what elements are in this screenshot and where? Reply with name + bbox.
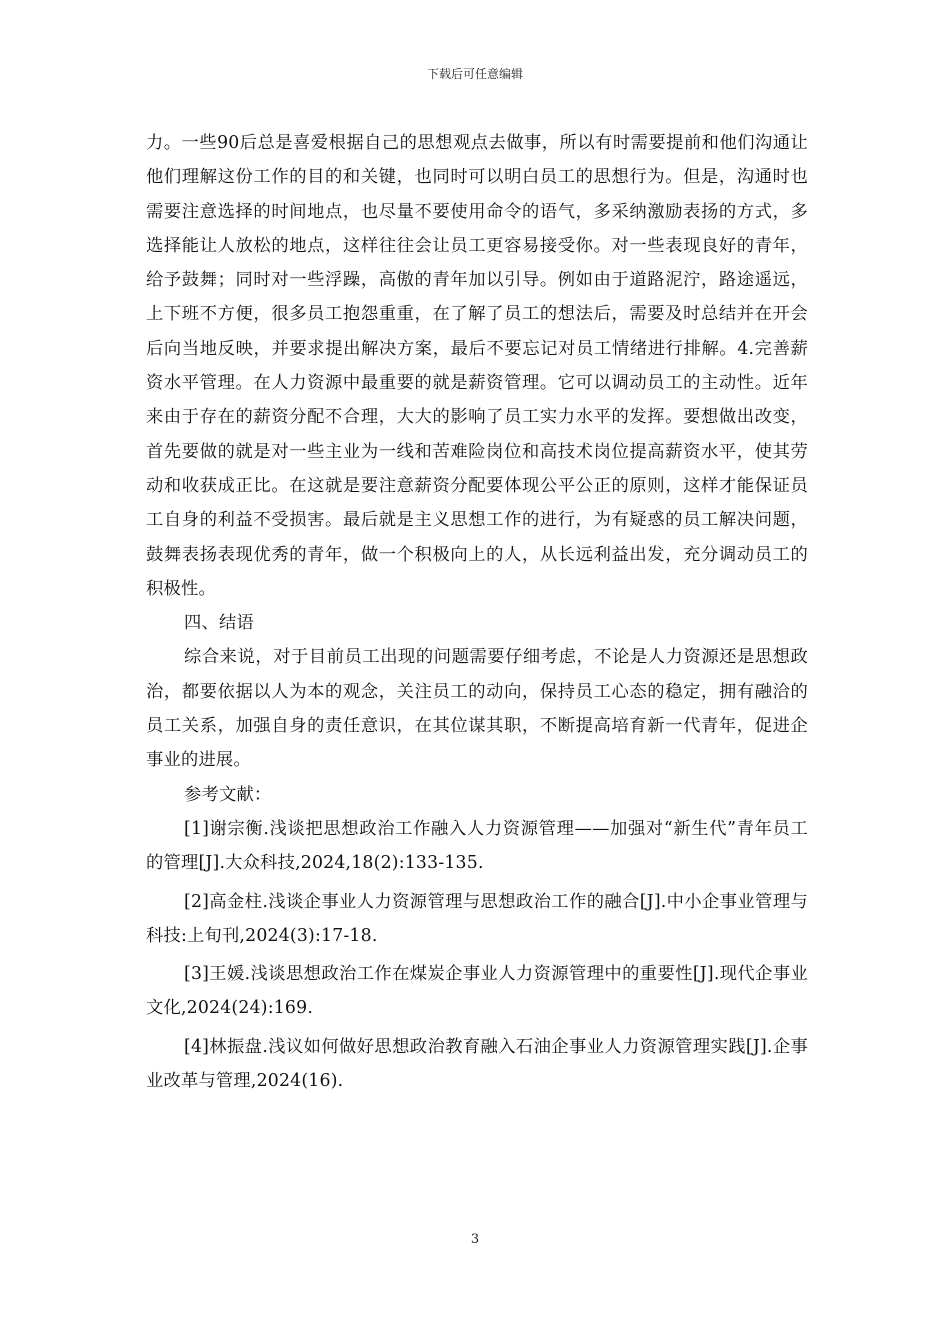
page-number: 3 (470, 1232, 480, 1247)
document-body (146, 126, 808, 1102)
page-header: 下载后可任意编辑 (426, 67, 523, 81)
references-heading: 参考文献： (184, 784, 272, 805)
reference-item-3: [3]王媛.浅谈思想政治工作在煤炭企事业人力资源管理中的重要性[J].现代企事业文化,2024(24):169. (146, 964, 808, 1019)
reference-item-4: [4]林振盘.浅议如何做好思想政治教育融入石油企事业人力资源管理实践[J].企事业改革与管理,2024(16). (146, 1036, 808, 1092)
reference-item-1: [1]谢宗衡.浅谈把思想政治工作融入人力资源管理——加强对“新生代”青年员工的管理[J].大众科技,2024,18(2):133-135. (146, 818, 808, 874)
body-paragraph: 力。一些90后总是喜爱根据自己的思想观点去做事，所以有时需要提前和他们沟通让他们理解这份工作的目的和关键，也同时可以明白员工的思想行为。但是，沟通时也需要注意选择的时间地点，也尽量不要使用命令的语气，多采纳激励表扬的方式，多选择能让人放松的地点，这样往往会让员工更容易接受你。对一些表现良好的青年，给予鼓舞；同时对一些浮躁，高傲的青年加以引导。例如由于道路泥泞，路途遥远，上下班不方便，很多员工抱怨重重，在了解了员工的想法后，需要及时总结并在开会后向当地反映，并要求提出解决方案，最后不要忘记对员工情绪进行排解。4.完善薪资水平管理。在人力资源中最重要的就是薪资管理。它可以调动员工的主动性。近年来由于存在的薪资分配不合理，大大的影响了员工实力水平的发挥。要想做出改变，首先要做的就是对一些主业为一线和苦难险岗位和高技术岗位提高薪资水平，使其劳动和收获成正比。在这就是要注意薪资分配要体现公平公正的原则，这样才能保证员工自身的利益不受损害。最后就是主义思想工作的进行，为有疑惑的员工解决问题，鼓舞表扬表现优秀的青年，做一个积极向上的人，从长远利益出发，充分调动员工的积极性。 (146, 133, 808, 599)
reference-item-2: [2]高金柱.浅谈企事业人力资源管理与思想政治工作的融合[J].中小企事业管理与科技:上旬刊,2024(3):17-18. (146, 891, 808, 946)
section-heading: 四、结语 (184, 613, 254, 634)
conclusion-paragraph: 综合来说，对于目前员工出现的问题需要仔细考虑，不论是人力资源还是思想政治，都要依据以人为本的观念，关注员工的动向，保持员工心态的稳定，拥有融洽的员工关系，加强自身的责任意识，在其位谋其职，不断提高培育新一代青年，促进企事业的进展。 (146, 647, 808, 771)
